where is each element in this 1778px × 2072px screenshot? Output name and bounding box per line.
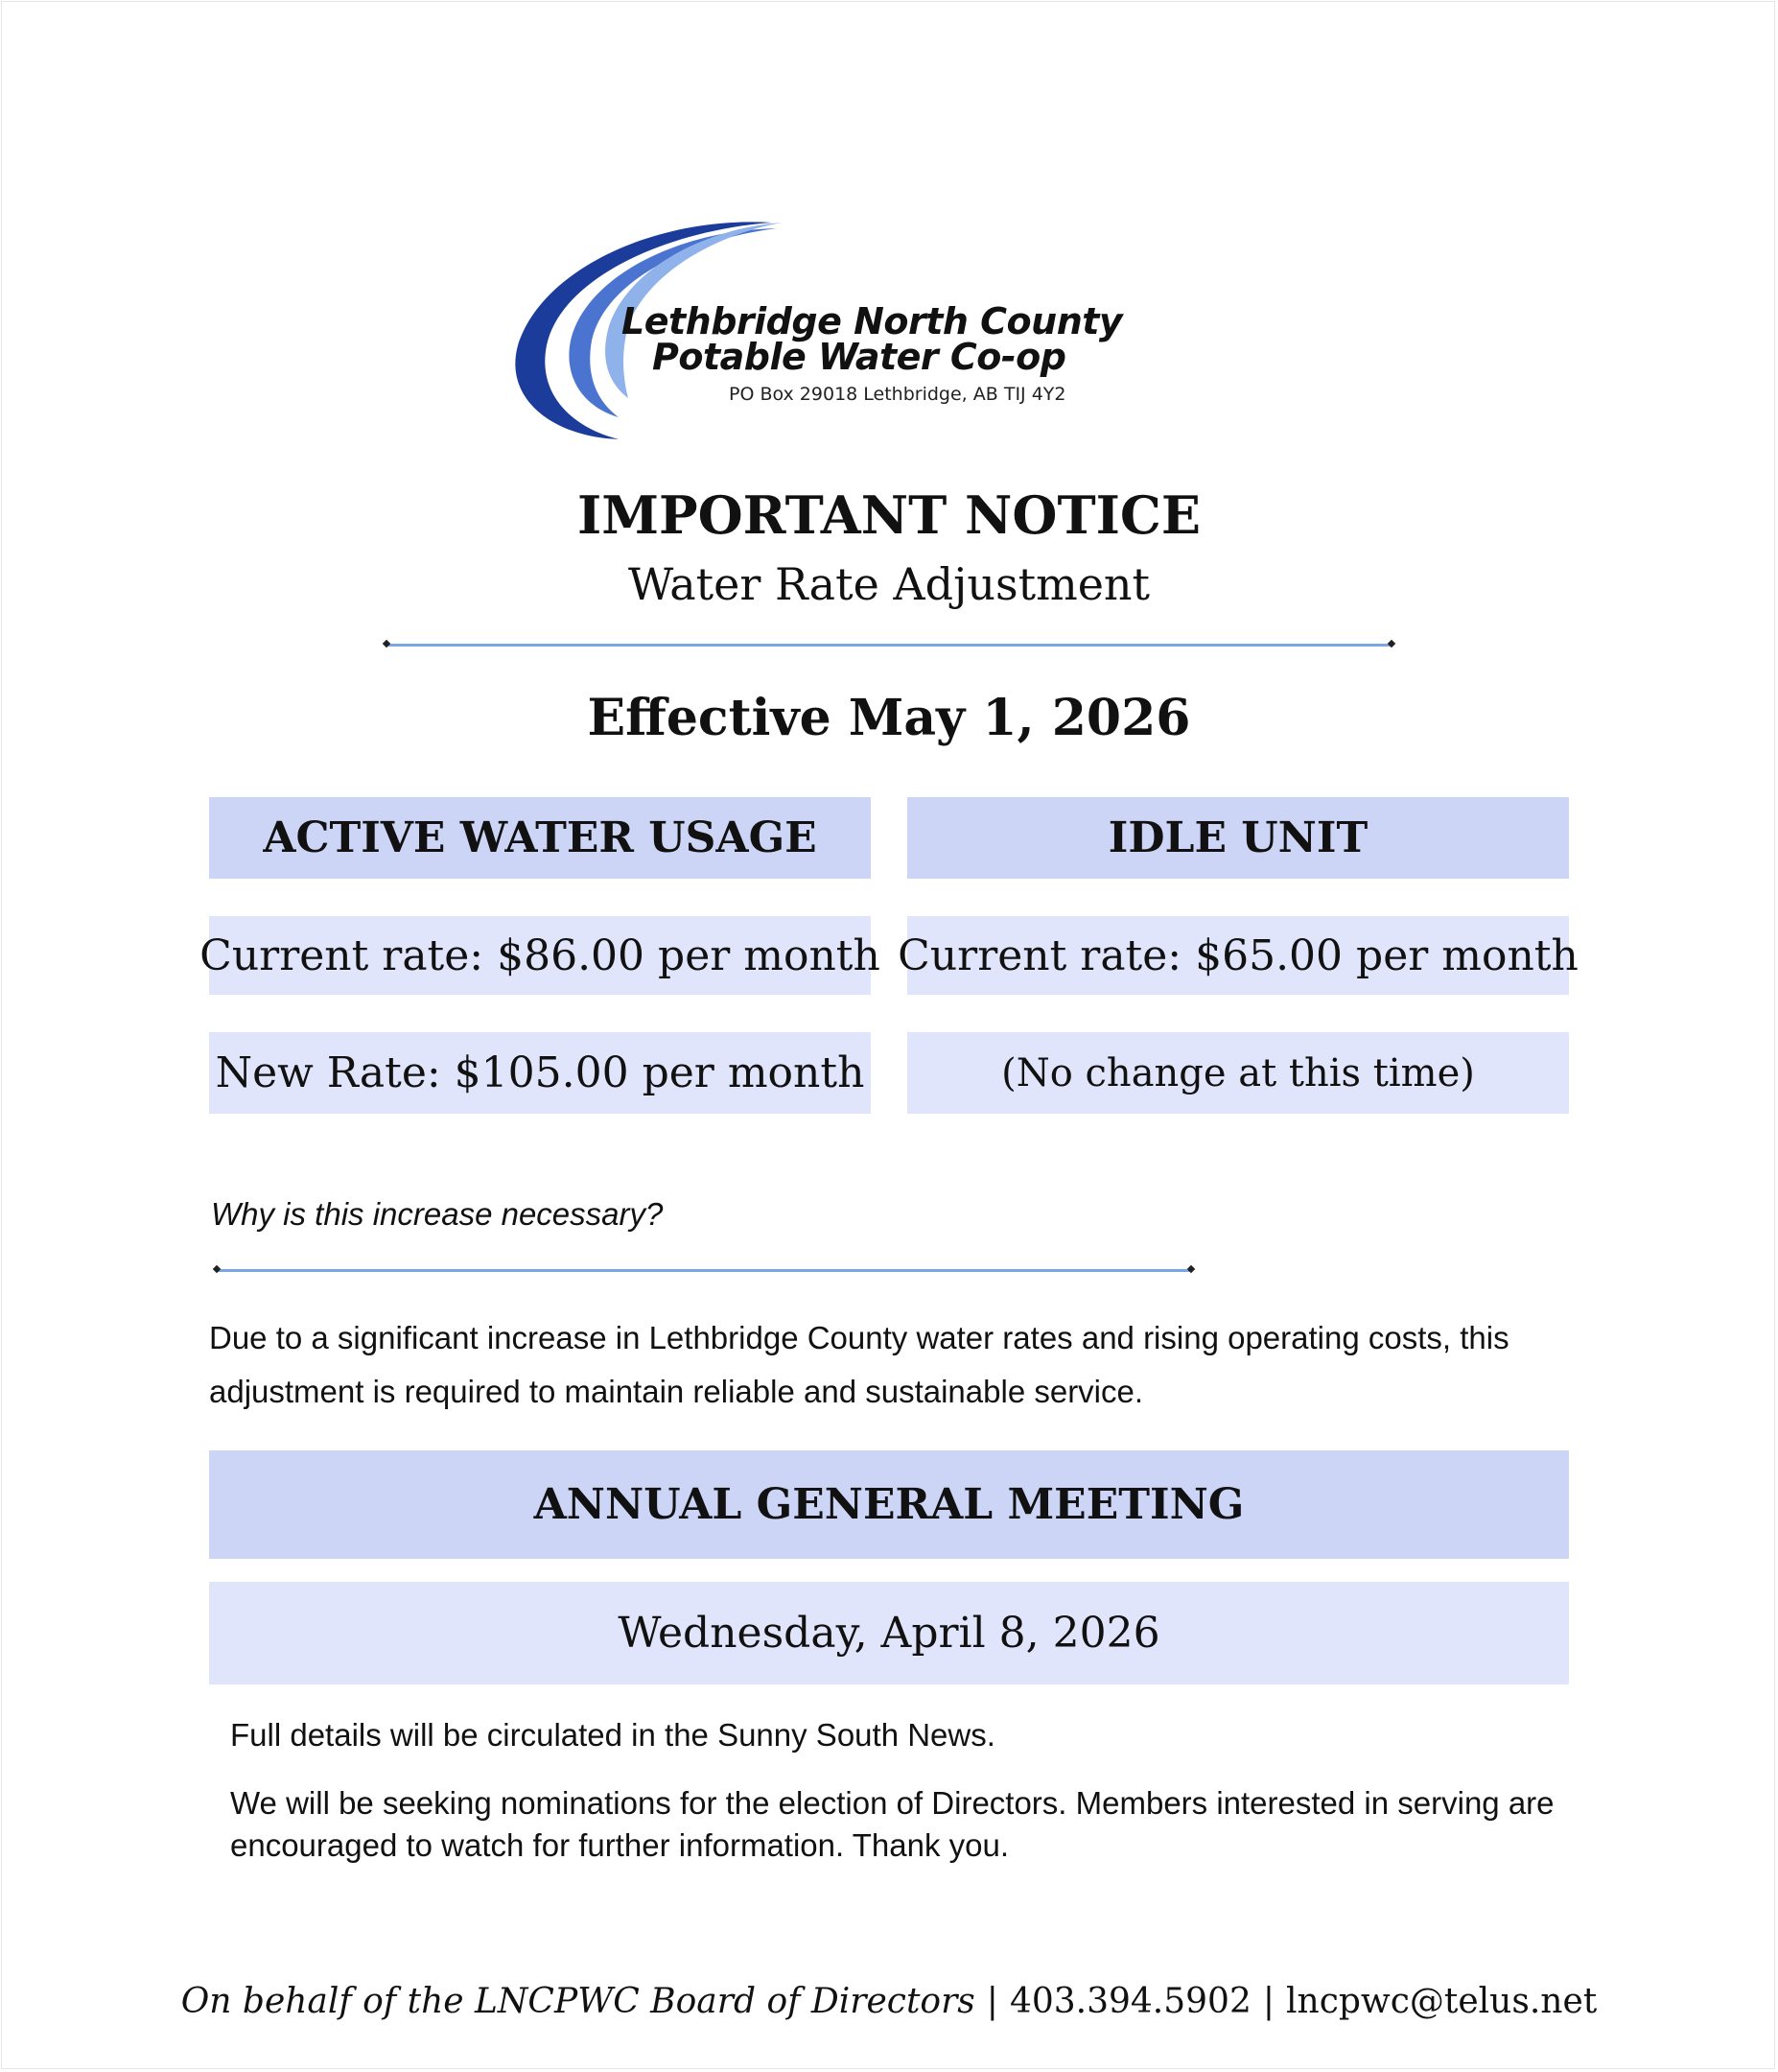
footer	[0, 1982, 1778, 2021]
why-heading: Why is this increase necessary?	[211, 1196, 664, 1232]
active-usage-header: ACTIVE WATER USAGE	[209, 797, 871, 879]
why-body: Due to a significant increase in Lethbridge County water rates and rising operating costs, this adjustment is required to maintain reliable and sustainable service.	[209, 1320, 1509, 1409]
footer-separator: |	[1262, 1982, 1275, 2021]
title-divider	[387, 644, 1391, 647]
agm-details: Full details will be circulated in the Sunny South News.	[230, 1717, 995, 1753]
footer-phone: 403.394.5902	[1009, 1982, 1252, 2021]
agm-date: Wednesday, April 8, 2026	[209, 1582, 1569, 1684]
agm-header: ANNUAL GENERAL MEETING	[209, 1450, 1569, 1559]
logo-org-name-line1: Lethbridge North County	[621, 300, 1123, 342]
active-current-rate: Current rate: $86.00 per month	[209, 916, 871, 995]
footer-email: lncpwc@telus.net	[1286, 1982, 1598, 2021]
logo-address: PO Box 29018 Lethbridge, AB TIJ 4Y2	[729, 384, 1066, 405]
notice-subtitle: Water Rate Adjustment	[627, 558, 1151, 610]
logo-org-name-line2: Potable Water Co-op	[652, 336, 1066, 378]
idle-current-rate: Current rate: $65.00 per month	[907, 916, 1569, 995]
footer-separator: |	[986, 1982, 998, 2021]
idle-unit-header: IDLE UNIT	[907, 797, 1569, 879]
footer-behalf: On behalf of the LNCPWC Board of Directors	[180, 1982, 975, 2021]
idle-new-rate: (No change at this time)	[907, 1032, 1569, 1114]
effective-date: Effective May 1, 2026	[587, 689, 1191, 747]
why-divider	[218, 1269, 1190, 1272]
notice-title: IMPORTANT NOTICE	[576, 484, 1202, 546]
agm-nominations: We will be seeking nominations for the election of Directors. Members interested in serving are encouraged to watch for further information. Thank you.	[230, 1785, 1555, 1863]
active-new-rate: New Rate: $105.00 per month	[209, 1032, 871, 1114]
